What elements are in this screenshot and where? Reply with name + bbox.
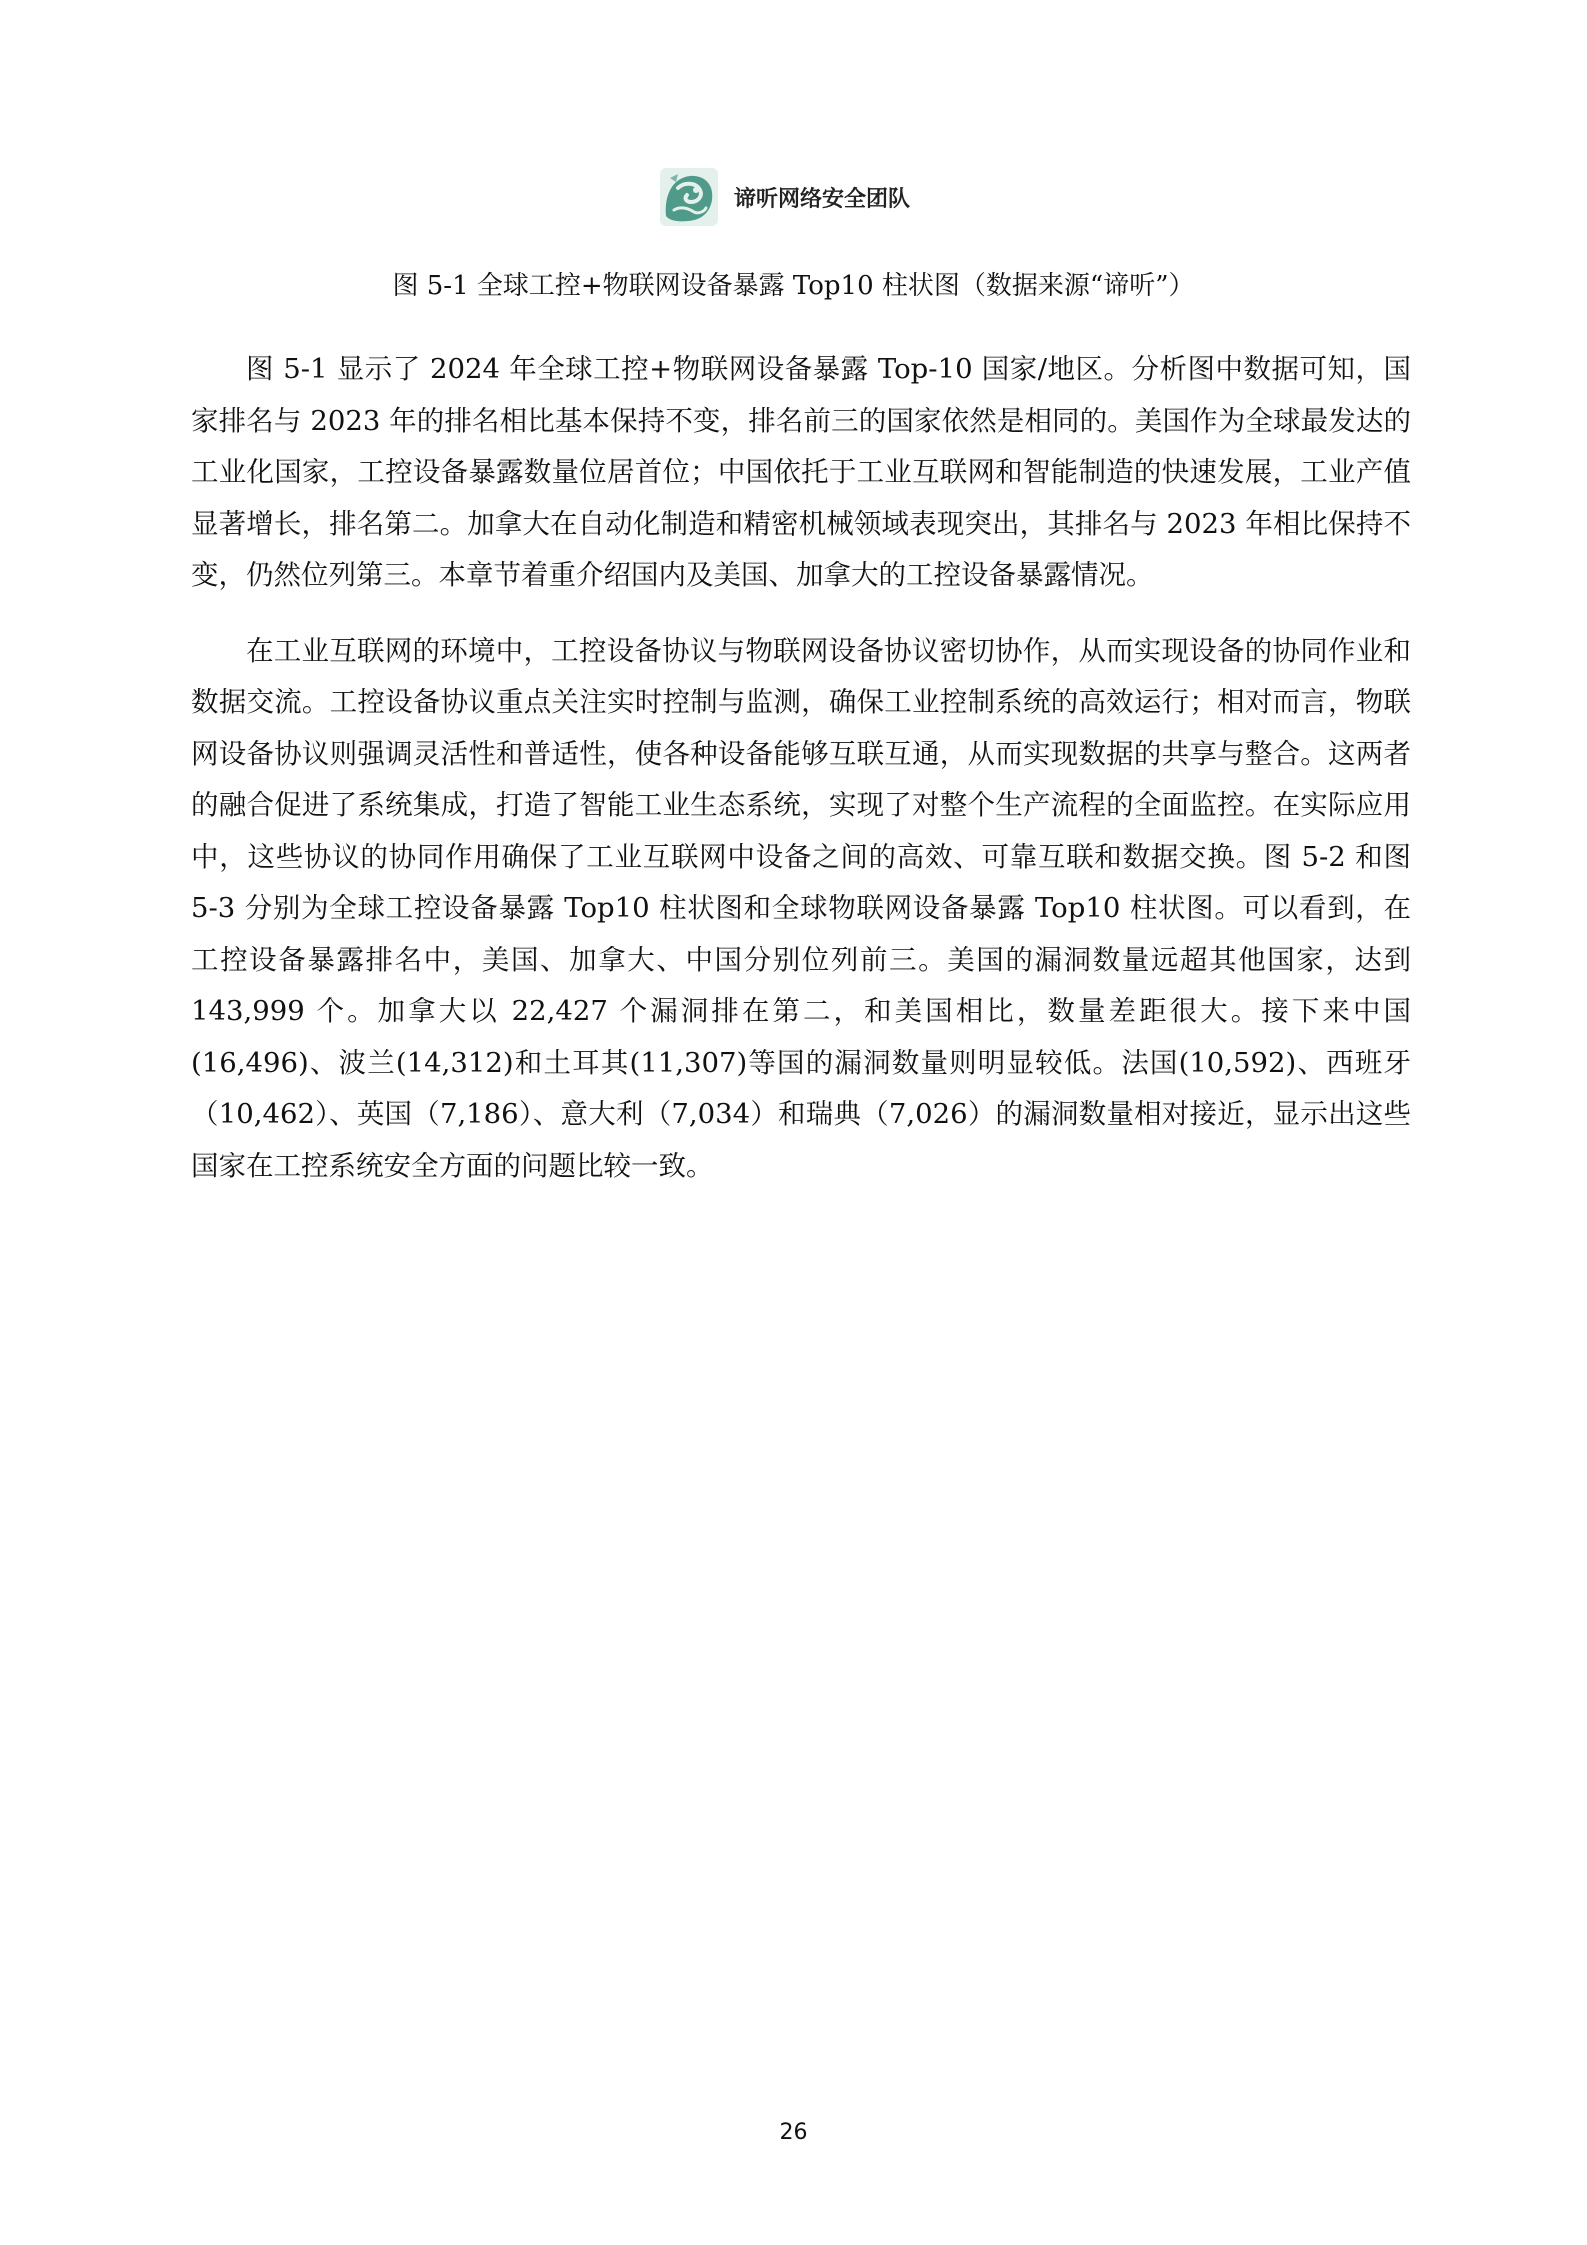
page-header <box>0 160 1587 230</box>
page-number: 26 <box>779 2120 808 2145</box>
brand-name: 谛听网络安全团队 <box>734 187 911 212</box>
paragraph: 在工业互联网的环境中，工控设备协议与物联网设备协议密切协作，从而实现设备的协同作业和数据交流。工控设备协议重点关注实时控制与监测，确保工业控制系统的高效运行；相对而言，物联网设备协议则强调灵活性和普适性，使各种设备能够互联互通，从而实现数据的共享与整合。这两者的融合促进了系统集成，打造了智能工业生态系统，实现了对整个生产流程的全面监控。在实际应用中，这些协议的协同作用确保了工业互联网中设备之间的高效、可靠互联和数据交换。图 5-2 和图 5-3 分别为全球工控设备暴露 Top10 柱状图和全球物联网设备暴露 Top10 柱状图。可以看到，在工控设备暴露排名中，美国、加拿大、中国分别位列前三。美国的漏洞数量远超其他国家，达到 143,999 个。加拿大以 22,427 个漏洞排在第二，和美国相比，数量差距很大。接下来中国(16,496)、波兰(14,312)和土耳其(11,307)等国的漏洞数量则明显较低。法国(10,592)、西班牙（10,462）、英国（7,186）、意大利（7,034）和瑞典（7,026）的漏洞数量相对接近，显示出这些国家在工控系统安全方面的问题比较一致。 <box>191 634 1411 1182</box>
paragraph: 图 5-1 显示了 2024 年全球工控+物联网设备暴露 Top-10 国家/地区。分析图中数据可知，国家排名与 2023 年的排名相比基本保持不变，排名前三的国家依然是相同的。美国作为全球最发达的工业化国家，工控设备暴露数量位居首位；中国依托于工业互联网和智能制造的快速发展，工业产值显著增长，排名第二。加拿大在自动化制造和精密机械领域表现突出，其排名与 2023 年相比保持不变，仍然位列第三。本章节着重介绍国内及美国、加拿大的工控设备暴露情况。 <box>191 353 1411 591</box>
team-seal-logo-icon <box>658 166 720 228</box>
figure-caption: 图 5-1 全球工控+物联网设备暴露 Top10 柱状图（数据来源“谛听”） <box>392 271 1195 301</box>
body-text <box>191 344 1411 1192</box>
